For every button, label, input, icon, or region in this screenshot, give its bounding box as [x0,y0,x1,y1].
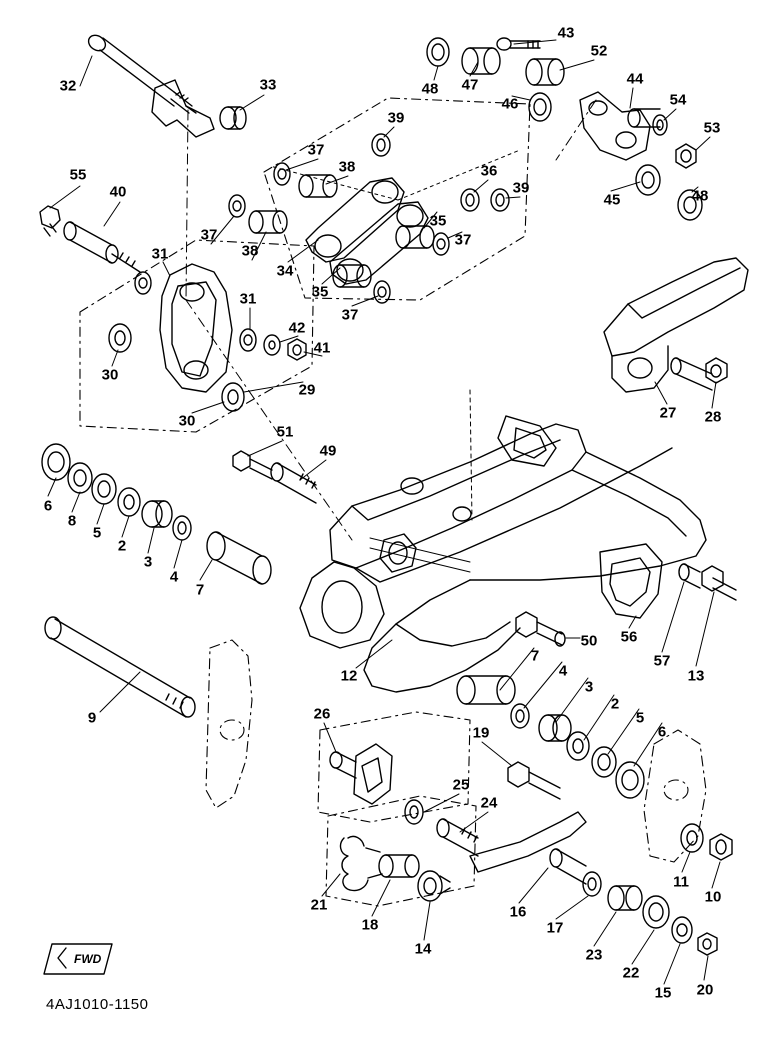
part-6-oilseal-right [616,762,644,798]
part-24-bolt [437,819,478,856]
callout-number: 2 [117,537,127,555]
callout-number: 38 [241,242,259,260]
part-28-nut [706,358,727,383]
part-55-fitting [40,206,60,236]
callout-number: 45 [603,191,621,209]
part-7-collar-left [207,532,271,584]
part-49-bolt [271,463,316,503]
callout-number: 47 [461,76,479,94]
part-16-bolt [550,849,586,884]
part-31-bushing-mid [240,329,256,351]
part-37-washer-a [274,163,290,185]
callout-number: 30 [101,366,119,384]
callout-number: 42 [288,319,306,337]
part-31-bushing-upper [135,272,151,294]
part-50-bolt [516,612,565,646]
callout-number: 14 [414,940,432,958]
part-56-chain-guard [600,544,662,618]
part-21-spring [341,836,382,890]
callout-number: 34 [276,262,294,280]
callout-number: 24 [480,794,498,812]
part-19-bolt [508,762,560,799]
part-33-collar [220,107,246,129]
callout-number: 18 [361,916,379,934]
callout-number: 37 [341,306,359,324]
callout-number: 32 [59,77,77,95]
callout-number: 31 [239,290,257,308]
callout-number: 10 [704,888,722,906]
part-34-connecting-rod-2 [330,202,428,284]
fwd-label: FWD [74,952,102,966]
callout-number: 50 [580,632,598,650]
callout-number: 9 [87,709,97,727]
part-40-bolt [64,222,140,272]
part-20-nut [698,933,717,955]
part-39-bushing-right [491,189,509,211]
callout-number: 21 [310,896,328,914]
part-9-pivot-shaft [45,617,195,717]
part-57-bolt [679,564,700,588]
part-48-bearing-upper [427,38,449,66]
relay-arm-upper-right [580,92,650,160]
callout-number: 19 [472,724,490,742]
part-2-bearing-left [118,488,140,516]
callout-number: 37 [307,141,325,159]
part-5-spacer-left [92,474,116,504]
part-23-collar [608,886,642,910]
callout-number: 7 [195,581,205,599]
callout-number: 37 [200,226,218,244]
chain-tensioner-bracket [354,744,392,804]
callout-number: 6 [43,497,53,515]
callout-number: 57 [653,652,671,670]
callout-number: 39 [512,179,530,197]
part-2-bearing-right [567,732,589,760]
callout-number: 15 [654,984,672,1002]
callout-number: 53 [703,119,721,137]
callout-number: 41 [313,339,331,357]
callout-number: 36 [480,162,498,180]
callout-number: 56 [620,628,638,646]
callout-number: 48 [421,80,439,98]
part-22-bearing [643,896,669,928]
part-25-washer [405,800,423,824]
part-4-washer-right [511,704,529,728]
callout-number: 48 [691,187,709,205]
part-3-bushing-right [539,715,571,741]
part-52-collar [526,59,564,85]
callout-number: 7 [530,647,540,665]
part-30-bushing-left [109,324,131,352]
part-36-bushing [461,189,479,211]
part-51-bolt [233,451,272,479]
callout-number: 33 [259,76,277,94]
callout-number: 31 [151,245,169,263]
part-53-nut [676,144,696,168]
part-45-bushing [636,165,660,195]
part-5-spacer-right [592,747,616,777]
callout-number: 51 [276,423,294,441]
part-14-bearing [418,871,450,901]
callout-number: 46 [501,95,519,113]
part-26-bolt [330,752,356,778]
part-42-washer [264,335,280,355]
part-11-washer [681,824,703,852]
part-10-nut [710,834,732,860]
callout-number: 12 [340,667,358,685]
callout-number: 26 [313,705,331,723]
callout-number: 4 [558,662,568,680]
part-38-collar-b [249,211,287,233]
part-47-collar [462,48,500,74]
part-39-bushing-left [372,134,390,156]
callout-number: 20 [696,981,714,999]
callout-number: 49 [319,442,337,460]
callout-number: 3 [143,553,153,571]
callout-number: 22 [622,964,640,982]
callout-number: 55 [69,166,87,184]
callout-number: 35 [311,283,329,301]
callout-number: 17 [546,919,564,937]
callout-number: 6 [657,723,667,741]
callout-number: 25 [452,776,470,794]
part-15-washer [672,917,692,943]
callout-number: 54 [669,91,687,109]
part-37-washer-b [229,195,245,217]
callout-number: 13 [687,667,705,685]
part-8-washer-left [68,463,92,493]
swingarm-main [330,416,706,692]
callout-number: 16 [509,903,527,921]
callout-number: 44 [626,70,644,88]
callout-number: 5 [635,709,645,727]
part-37-washer-c [433,233,449,255]
part-38-collar-a [299,175,337,197]
callout-number: 27 [659,404,677,422]
part-3-bushing-left [142,501,172,527]
callout-number: 4 [169,568,179,586]
callout-number: 5 [92,524,102,542]
diagram-part-number: 4AJ1010-1150 [46,996,149,1013]
part-18-collar [379,855,419,877]
callout-number: 52 [590,42,608,60]
callout-number: 3 [584,678,594,696]
callout-number: 39 [387,109,405,127]
part-41-nut [288,339,306,360]
callout-number: 43 [557,24,575,42]
callout-number: 37 [454,231,472,249]
part-34-connecting-rod [306,178,404,262]
callout-number: 29 [298,381,316,399]
part-13-bolt [702,566,736,600]
callout-number: 40 [109,183,127,201]
part-35-collar-a [396,226,434,248]
part-54-washer [653,115,667,135]
chain-guide-bar [470,812,586,872]
callout-number: 35 [429,212,447,230]
callout-number: 2 [610,695,620,713]
part-6-oilseal-left [42,444,70,480]
callout-number: 30 [178,412,196,430]
part-4-washer-left [173,516,191,540]
callout-number: 38 [338,158,356,176]
part-29-relay-arm [160,264,232,392]
callout-number: 8 [67,512,77,530]
part-32-bolt [86,32,192,113]
callout-number: 11 [673,873,689,891]
part-7-collar-right [457,676,515,704]
callout-number: 28 [704,408,722,426]
part-46-bushing [529,93,551,121]
callout-number: 23 [585,946,603,964]
